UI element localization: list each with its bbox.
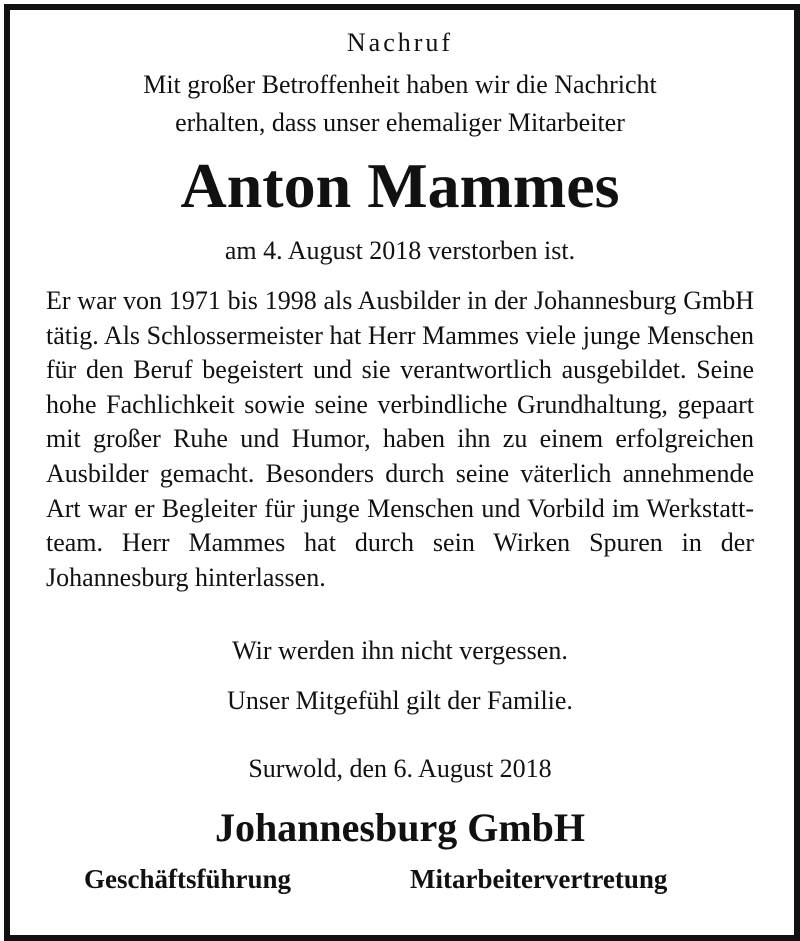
company-name: Johannesburg GmbH (214, 805, 586, 850)
intro-line-1: Mit großer Betroffenheit haben wir die Nachricht (143, 70, 657, 99)
intro-line-2: erhalten, dass unser ehemaliger Mitarbeiter (175, 108, 625, 137)
place-date: Surwold, den 6. August 2018 (248, 754, 552, 783)
intro-text (0, 66, 800, 142)
deceased-name: Anton Mammes (180, 150, 620, 221)
signatory-management: Geschäftsführung (84, 864, 292, 894)
death-date-line: am 4. August 2018 verstorben ist. (224, 236, 576, 265)
biography-paragraph: Er war von 1971 bis 1998 als Ausbilder in der Johannesburg GmbH tätig. Als Schlossermeister hat Herr Mammes viele junge Menschen für den Beruf begeistert und sie verantwortlich ausgebildet. Seine hohe Fachlichkeit sowie seine verbindliche Grundhaltung, gepaart mit großer Ruhe und Humor, haben ihn zu einem erfolgreichen Ausbilder gemacht. Besonders durch seine väterlich annehmende Art war er Begleiter für junge Menschen und Vorbild im Werkstattteam. Herr Mammes hat durch sein Wirken Spuren in der Johannesburg hinterlassen. (46, 286, 754, 592)
notice-heading: Nachruf (346, 28, 454, 57)
closing-line-1: Wir werden ihn nicht vergessen. (232, 636, 568, 665)
closing-line-2: Unser Mitgefühl gilt der Familie. (227, 686, 573, 715)
signatory-staff-council: Mitarbeitervertretung (410, 864, 668, 894)
